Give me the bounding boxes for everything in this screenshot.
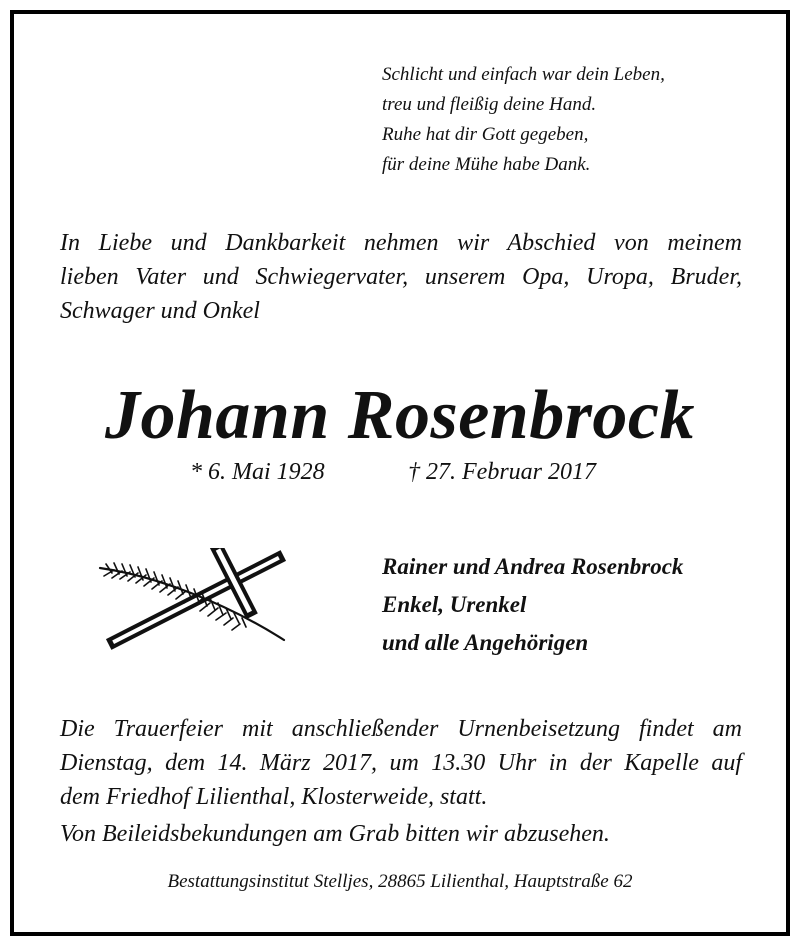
- funeral-home-footer: Bestattungsinstitut Stelljes, 28865 Lilienthal, Hauptstraße 62: [167, 871, 633, 892]
- deceased-name: Johann Rosenbrock: [104, 377, 696, 454]
- service-line: Die Trauerfeier mit anschließender Urnenbeisetzung findet am: [60, 716, 742, 742]
- birth-date: * 6. Mai 1928: [190, 459, 325, 485]
- intro-line: lieben Vater und Schwiegervater, unserem Opa, Uropa, Bruder,: [60, 264, 742, 290]
- intro-text: [60, 226, 742, 328]
- service-line: Dienstag, dem 14. März 2017, um 13.30 Uhr in der Kapelle auf: [60, 750, 742, 776]
- service-details: [60, 712, 742, 814]
- mourner-line: Enkel, Urenkel: [382, 592, 527, 617]
- mourner-line: und alle Angehörigen: [382, 630, 589, 655]
- poem: [382, 60, 665, 180]
- cross-with-palm-branch-icon: [96, 548, 296, 652]
- condolence-note: Von Beileidsbekundungen am Grab bitten wir abzusehen.: [60, 821, 610, 847]
- mourner-line: Rainer und Andrea Rosenbrock: [382, 554, 684, 579]
- mourners-list: [382, 548, 683, 662]
- poem-line: Ruhe hat dir Gott gegeben,: [382, 124, 589, 145]
- poem-line: für deine Mühe habe Dank.: [382, 154, 591, 175]
- poem-line: treu und fleißig deine Hand.: [382, 94, 597, 115]
- poem-line: Schlicht und einfach war dein Leben,: [382, 64, 665, 85]
- intro-line: In Liebe und Dankbarkeit nehmen wir Abschied von meinem: [60, 230, 742, 256]
- death-date: † 27. Februar 2017: [408, 459, 596, 485]
- service-line: dem Friedhof Lilienthal, Klosterweide, statt.: [60, 784, 488, 810]
- intro-line: Schwager und Onkel: [60, 298, 260, 324]
